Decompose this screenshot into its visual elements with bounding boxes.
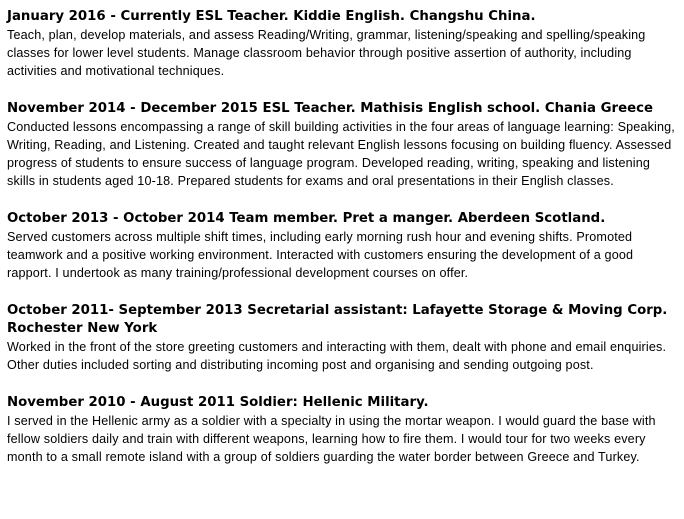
job-description: Served customers across multiple shift times, including early morning rush hour and evening shifts. Promoted teamwork and a positive working environment. Interacted with customers ensuring the development of a good rapport. I undertook as many training/professional development courses on offer.	[7, 230, 634, 280]
job-title: November 2010 - August 2011 Soldier: Hellenic Military.	[7, 395, 429, 410]
job-entry-mathisis	[7, 100, 677, 190]
job-entry-kiddie-english	[7, 8, 677, 80]
job-entry-lafayette	[7, 302, 677, 374]
job-entry-hellenic-military	[7, 394, 677, 466]
job-entry-pret-a-manger	[7, 210, 677, 282]
job-title: October 2013 - October 2014 Team member. Pret a manger. Aberdeen Scotland.	[7, 211, 606, 226]
resume-work-history	[7, 8, 677, 486]
job-title: November 2014 - December 2015 ESL Teacher. Mathisis English school. Chania Greece	[7, 101, 654, 116]
job-description: Conducted lessons encompassing a range of skill building activities in the four areas of language learning: Speaking, Writing, Reading, and Listening. Created and taught relevant English lessons focusing on building fluency. Assessed progress of students to ensure success of language program. Developed reading, writing, speaking and listening skills in students aged 10-18. Prepared students for exams and oral presentations in their English classes.	[7, 120, 675, 188]
job-description: Worked in the front of the store greeting customers and interacting with them, dealt with phone and email enquiries. Other duties included sorting and distributing incoming post and organising and sending outgoing post.	[7, 340, 667, 372]
job-title: October 2011- September 2013 Secretarial assistant: Lafayette Storage & Moving Corp. Rochester New York	[7, 303, 668, 336]
job-description: Teach, plan, develop materials, and assess Reading/Writing, grammar, listening/speaking and spelling/speaking classes for lower level students. Manage classroom behavior through positive assertion of authority, including activities and motivational techniques.	[7, 28, 646, 78]
job-title: January 2016 - Currently ESL Teacher. Kiddie English. Changshu China.	[7, 9, 536, 24]
job-description: I served in the Hellenic army as a soldier with a specialty in using the mortar weapon. I would guard the base with fellow soldiers daily and train with different weapons, learning how to fire them. I would tour for two weeks every month to a small remote island with a group of soldiers guarding the water border between Greece and Turkey.	[7, 414, 656, 464]
